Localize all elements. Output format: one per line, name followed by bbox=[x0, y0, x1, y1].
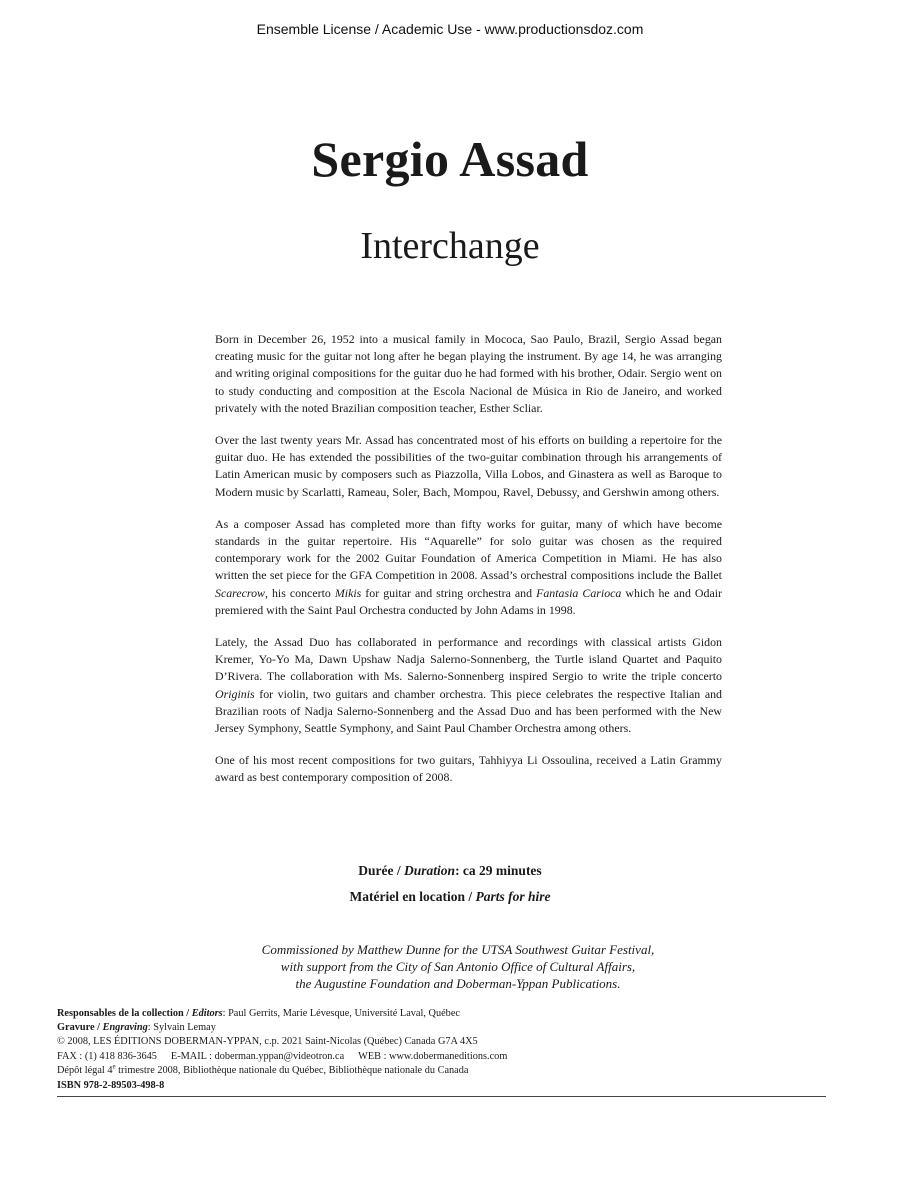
work-scarecrow: Scarecrow bbox=[215, 585, 265, 600]
duration-value: : ca 29 minutes bbox=[455, 863, 542, 878]
engraving-value: : Sylvain Lemay bbox=[147, 1022, 216, 1034]
duration-label-en: Duration bbox=[404, 863, 456, 878]
website: WEB : www.dobermaneditions.com bbox=[358, 1050, 508, 1062]
email-address: E-MAIL : doberman.yppan@videotron.ca bbox=[170, 1050, 345, 1062]
commission-line-2: with support from the City of San Antonio Office of Cultural Affairs, bbox=[280, 959, 636, 974]
copyright-line: © 2008, LES ÉDITIONS DOBERMAN-YPPAN, c.p. 2021 Saint-Nicolas (Québec) Canada G7A 4X5 bbox=[57, 1036, 478, 1048]
commission-line-1: Commissioned by Matthew Dunne for the UTSA Southwest Guitar Festival, bbox=[261, 942, 655, 957]
depot-superscript: e bbox=[112, 1062, 116, 1071]
biography bbox=[215, 331, 722, 802]
bio-p3-text-b: , his concerto bbox=[264, 585, 335, 600]
bio-p4-text-a: Lately, the Assad Duo has collaborated in performance and recordings with classical artists Gidon Kremer, Yo-Yo Ma, Dawn Upshaw Nadja Salerno-Sonnenberg, the Turtle island Quartet and Paquito D’Rivera. The collaboration with Ms. Salerno-Sonnenberg inspired Sergio to write the triple concerto bbox=[215, 635, 722, 684]
engraving-line bbox=[57, 1021, 837, 1035]
bio-p3-text-c: for guitar and string orchestra and bbox=[361, 585, 537, 600]
duration-label-fr: Durée / bbox=[358, 863, 405, 878]
editors-line bbox=[57, 1007, 837, 1021]
depot-text-a: Dépôt légal 4 bbox=[57, 1064, 113, 1076]
rental-label-fr: Matériel en location / bbox=[349, 889, 476, 904]
contact-line bbox=[57, 1050, 837, 1064]
bio-paragraph-2: Over the last twenty years Mr. Assad has concentrated most of his efforts on building a repertoire for the guitar duo. He has extended the possibilities of the two-guitar combination through his arrangements of Latin American music by composers such as Piazzolla, Villa Lobos, and Ginastera as well as Baroque to Modern music by Scarlatti, Rameau, Soler, Bach, Mompou, Ravel, Debussy, and Gershwin among others. bbox=[215, 433, 722, 499]
depot-text-b: trimestre 2008, Bibliothèque nationale du Québec, Bibliothèque nationale du Canada bbox=[115, 1064, 469, 1076]
composer-name: Sergio Assad bbox=[311, 131, 589, 187]
commission-line-3: the Augustine Foundation and Doberman-Yppan Publications. bbox=[295, 976, 621, 991]
legal-deposit-line bbox=[57, 1064, 837, 1078]
bio-paragraph-4 bbox=[215, 634, 722, 737]
rental-label-en: Parts for hire bbox=[475, 889, 551, 904]
work-title: Interchange bbox=[360, 225, 540, 267]
rental-line bbox=[0, 889, 900, 905]
bio-p4-text-b: for violin, two guitars and chamber orchestra. This piece celebrates the respective Italian and Brazilian roots of Nadja Salerno-Sonnenberg and the Assad Duo and has been performed with the New Jersey Symphony, Seattle Symphony, and Saint Paul Chamber Orchestra among others. bbox=[215, 686, 722, 736]
work-originis: Originis bbox=[215, 686, 255, 701]
fax-number: FAX : (1) 418 836-3645 bbox=[57, 1050, 157, 1062]
bio-paragraph-1: Born in December 26, 1952 into a musical family in Mococa, Sao Paulo, Brazil, Sergio Assad began creating music for the guitar not long after he began playing the instrument. By age 14, he was arranging and writing original compositions for the guitar duo he had formed with his brother, Odair. Sergio went on to study conducting and composition at the Escola Nacional de Música in Rio de Janeiro, and worked privately with the noted Brazilian composition teacher, Esther Scliar. bbox=[215, 332, 722, 415]
editors-value: : Paul Gerrits, Marie Lévesque, Université Laval, Québec bbox=[222, 1008, 460, 1019]
footer-divider bbox=[57, 1096, 826, 1097]
editors-label-fr: Responsables de la collection / bbox=[57, 1008, 192, 1019]
commission-note bbox=[0, 941, 900, 992]
editors-label-en: Editors bbox=[191, 1008, 223, 1019]
bio-p3-text-a: As a composer Assad has completed more than fifty works for guitar, many of which have become standards in the guitar repertoire. His “Aquarelle” for solo guitar was chosen as the required contemporary work for the 2002 Guitar Foundation of America Competition in Miami. He has also written the set piece for the GFA Competition in 2008. Assad’s orchestral compositions include the Ballet bbox=[215, 516, 722, 583]
engraving-label-fr: Gravure / bbox=[57, 1022, 103, 1034]
duration-line bbox=[0, 863, 900, 879]
license-banner: Ensemble License / Academic Use - www.productionsdoz.com bbox=[256, 21, 644, 37]
bio-paragraph-3 bbox=[215, 516, 722, 619]
bio-p3-text-d: which he and Odair premiered with the Saint Paul Orchestra conducted by John Adams in 1998. bbox=[215, 585, 723, 617]
work-fantasia-carioca: Fantasia Carioca bbox=[536, 585, 622, 600]
engraving-label-en: Engraving bbox=[102, 1022, 148, 1034]
bio-paragraph-5: One of his most recent compositions for two guitars, Tahhiyya Li Ossoulina, received a Latin Grammy award as best contemporary composition of 2008. bbox=[215, 753, 722, 785]
work-mikis: Mikis bbox=[334, 585, 362, 600]
isbn: ISBN 978-2-89503-498-8 bbox=[57, 1080, 165, 1092]
publication-credits bbox=[57, 1007, 837, 1093]
